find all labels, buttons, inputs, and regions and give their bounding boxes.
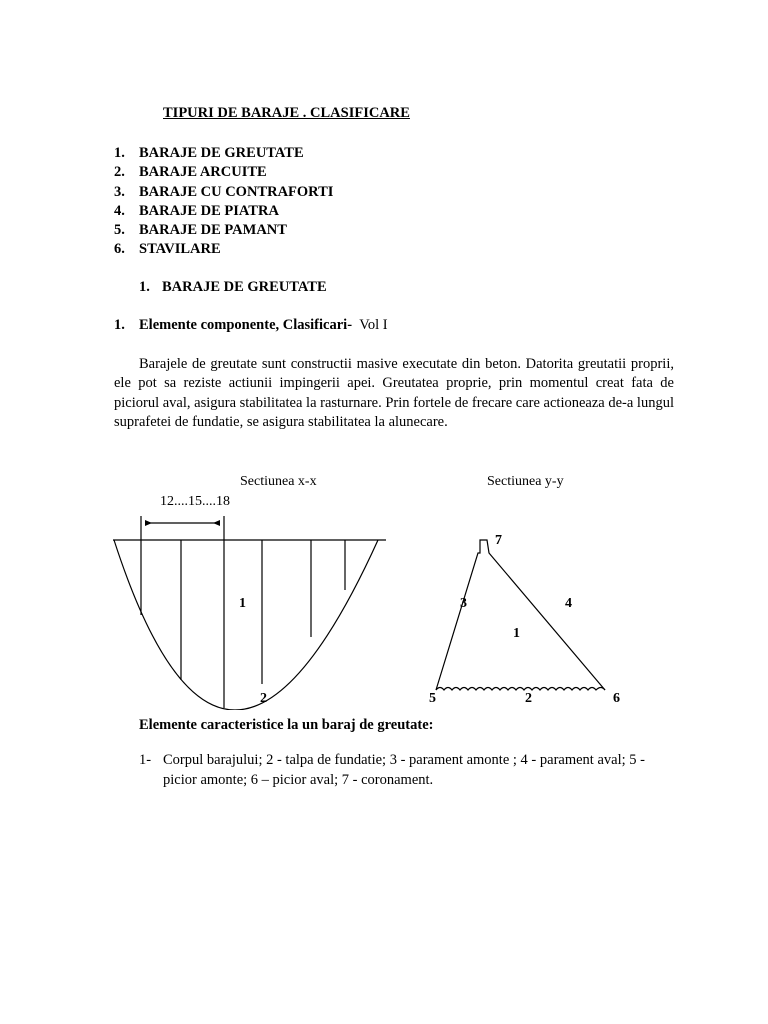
label-body-yy: 1 xyxy=(513,626,520,641)
arrow-right-icon xyxy=(213,520,220,526)
subsection-heading xyxy=(114,317,388,334)
list-item xyxy=(114,203,333,222)
list-item-label: BARAJE DE PIATRA xyxy=(139,202,279,219)
figure-legend xyxy=(139,750,679,790)
section-heading xyxy=(139,279,327,296)
list-item-number: 3. xyxy=(114,183,125,200)
list-item-number: 4. xyxy=(114,202,125,219)
dimension-label: 12....15....18 xyxy=(160,494,230,509)
list-item-label: BARAJE DE PAMANT xyxy=(139,222,287,239)
valley-profile xyxy=(114,540,378,710)
list-item xyxy=(114,241,333,260)
arrow-left-icon xyxy=(145,520,152,526)
list-item-label: BARAJE ARCUITE xyxy=(139,164,267,181)
label-downstream-face: 4 xyxy=(565,596,572,611)
foundation-line xyxy=(436,688,605,691)
label-crest: 7 xyxy=(495,533,502,548)
legend-number: 1- xyxy=(139,752,152,768)
subsection-label: Elemente componente, Clasificari- xyxy=(139,317,353,333)
label-downstream-toe: 6 xyxy=(613,691,620,706)
list-item-label: STAVILARE xyxy=(139,241,221,258)
list-item-number: 6. xyxy=(114,241,125,258)
list-item xyxy=(114,145,333,164)
label-base-xx: 2 xyxy=(260,691,267,706)
figure-caption: Elemente caracteristice la un baraj de greutate: xyxy=(139,717,434,733)
paragraph-text: Barajele de greutate sunt constructii masive executate din beton. Datorita greutatii proprii, ele pot sa reziste actiunii impingerii apei. Greutatea proprie, prin momentul creat fata de piciorul aval, asigura stabilitatea la rasturnare. Prin fortele de frecare care actioneaza de-a lungul suprafetei de fundatie, se asigura stabilitatea la alunecare. xyxy=(114,356,674,431)
list-item-label: BARAJE DE GREUTATE xyxy=(139,145,304,161)
dam-types-list xyxy=(114,145,333,261)
list-item-number: 1. xyxy=(114,145,125,161)
intro-paragraph xyxy=(114,355,674,433)
section-xx-title: Sectiunea x-x xyxy=(240,474,317,489)
label-upstream-toe: 5 xyxy=(429,691,436,706)
dam-sections-diagram xyxy=(0,460,768,710)
dam-cross-section xyxy=(436,540,605,690)
label-upstream-face: 3 xyxy=(460,596,467,611)
list-item xyxy=(114,184,333,203)
section-number: 1. xyxy=(139,279,150,295)
section-label: BARAJE DE GREUTATE xyxy=(162,279,327,295)
label-foundation: 2 xyxy=(525,691,532,706)
legend-text: Corpul barajului; 2 - talpa de fundatie; 3 - parament amonte ; 4 - parament aval; 5 - picior amonte; 6 – picior aval; 7 - coronament. xyxy=(163,752,645,788)
list-item-number: 5. xyxy=(114,222,125,239)
list-item xyxy=(114,164,333,183)
list-item-number: 2. xyxy=(114,164,125,181)
subsection-number: 1. xyxy=(114,317,125,333)
section-yy-title: Sectiunea y-y xyxy=(487,474,564,489)
list-item-label: BARAJE CU CONTRAFORTI xyxy=(139,183,334,200)
page-title: TIPURI DE BARAJE . CLASIFICARE xyxy=(163,105,410,121)
label-body-xx: 1 xyxy=(239,596,246,611)
subsection-volume: Vol I xyxy=(359,317,388,333)
list-item xyxy=(114,222,333,241)
